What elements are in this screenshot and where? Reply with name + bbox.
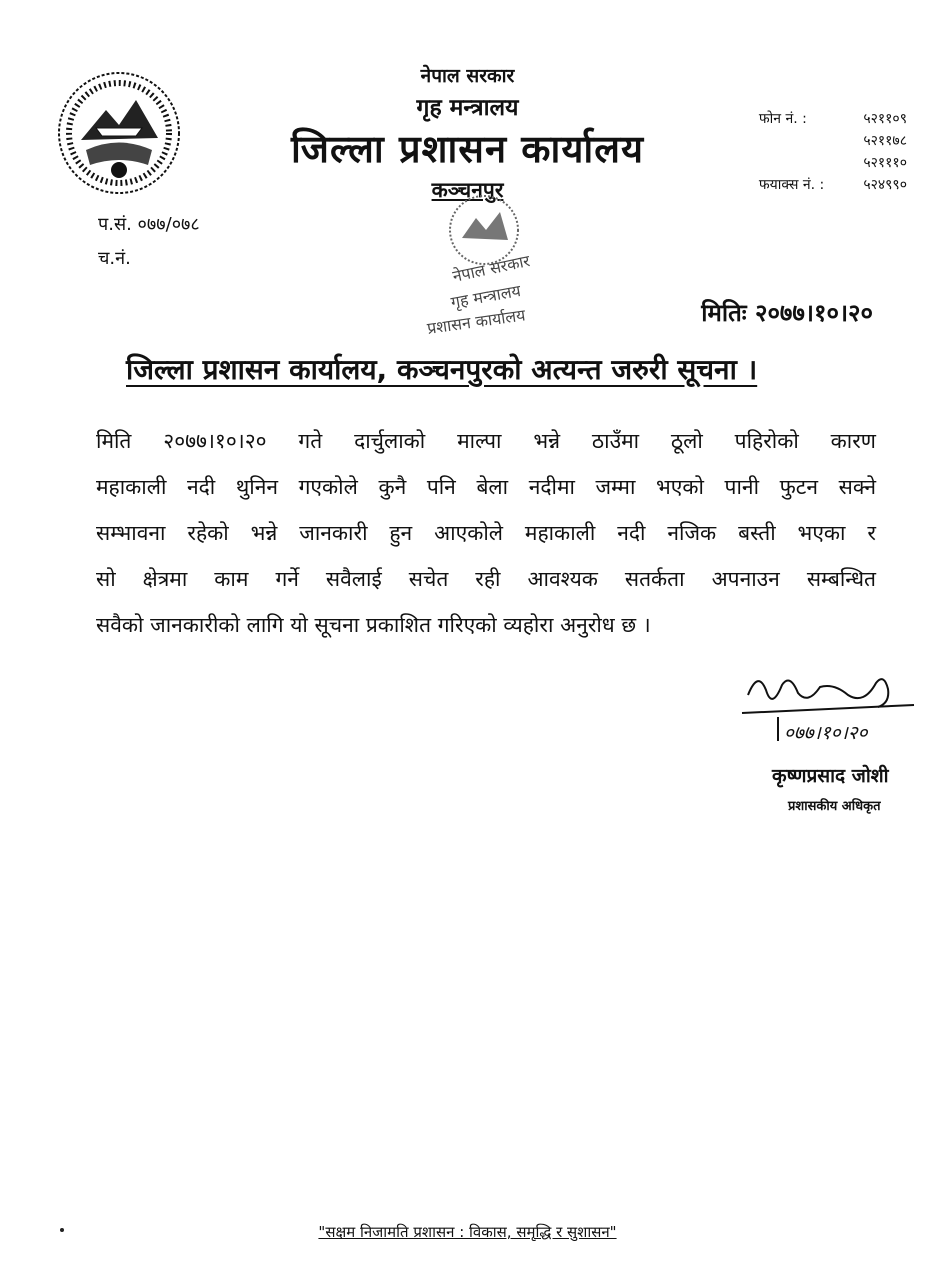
fax-label: फयाक्स नं. : [758,177,825,193]
signature-date: ०७७।१०।२० [784,722,868,744]
phone-number: ५२११७८ [863,133,907,149]
notice-line: सम्भावना रहेको भन्ने जानकारी हुन आएकोले महाकाली नदी नजिक बस्ती भएका र [96,521,876,545]
document-date: मितिः २०७७।१०।२० [701,299,873,327]
district-name: कञ्चनपुर [431,178,504,202]
fax-row [759,174,907,196]
dispatch-number: च.नं. [98,248,131,269]
signer-name: कृष्णप्रसाद जोशी [772,765,889,787]
phone-number: ५२११०९ [863,111,907,127]
phone-row-3 [759,152,907,174]
notice-line: मिति २०७७।१०।२० गते दार्चुलाको माल्पा भन्ने ठाउँमा ठूलो पहिरोको कारण [96,429,876,453]
phone-label: फोन नं. : [758,111,807,127]
office-name: जिल्ला प्रशासन कार्यालय [290,127,645,171]
stamp-text-line1: नेपाल सरकार [450,251,532,286]
notice-line: सवैको जानकारीको लागि यो सूचना प्रकाशित गरिएको व्यहोरा अनुरोध छ । [96,613,651,637]
stamp-text-line3: प्रशासन कार्यालय [425,305,527,338]
stamp-text-line2: गृह मन्त्रालय [449,280,523,312]
fax-number: ५२४९९० [863,177,907,193]
reference-number: प.सं. ०७७/०७८ [98,214,200,235]
contact-block [759,108,907,196]
handwritten-signature [738,665,928,755]
government-name: नेपाल सरकार [420,65,515,87]
notice-line: सो क्षेत्रमा काम गर्ने सवैलाई सचेत रही आवश्यक सतर्कता अपनाउन सम्बन्धित [96,567,876,591]
phone-number: ५२१११० [863,155,907,171]
ministry-name: गृह मन्त्रालय [416,95,519,121]
notice-title: जिल्ला प्रशासन कार्यालय, कञ्चनपुरको अत्यन्त जरुरी सूचना । [126,353,758,386]
footer-slogan: "सक्षम निजामति प्रशासन : विकास, समृद्धि र सुशासन" [318,1223,617,1241]
phone-row-1 [759,108,907,130]
signer-title: प्रशासकीय अधिकृत [788,799,881,814]
phone-row-2 [759,130,907,152]
notice-line: महाकाली नदी थुनिन गएकोले कुनै पनि बेला नदीमा जम्मा भएको पानी फुटन सक्ने [96,475,876,499]
notice-body [96,418,876,648]
office-stamp [404,190,614,360]
